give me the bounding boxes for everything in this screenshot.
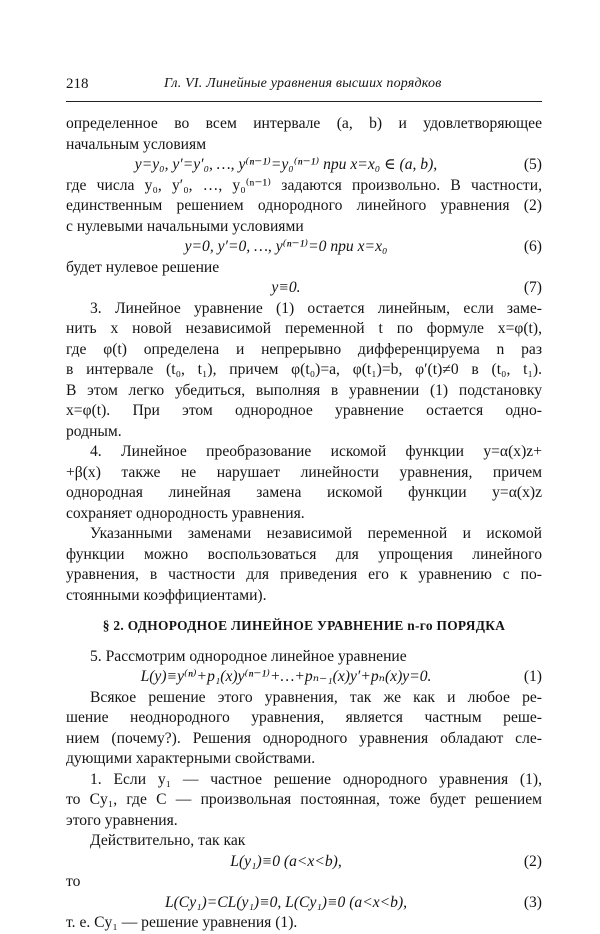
text-line: то (66, 873, 81, 890)
text-line: 4. Линейное преобразование искомой функции y=α(x)z+ (90, 443, 542, 460)
spacer (66, 606, 542, 616)
text-line: Указанными заменами независимой переменной и искомой (90, 525, 542, 542)
text-line: родным. (66, 422, 122, 440)
formula-text: L(y)≡y⁽ⁿ⁾+p₁(x)y⁽ⁿ⁻¹⁾+…+pₙ₋₁(x)y′+pₙ(x)y=0. (140, 668, 432, 685)
page-number: 218 (66, 76, 89, 92)
text-line: сохраняет однородность уравнения. (66, 504, 305, 522)
formula-text: y≡0. (271, 279, 301, 296)
text-line: нием (почему?). Решения однородного уравнения обладают сле- (66, 729, 542, 747)
text-line: 3. Линейное уравнение (1) остается линейным, если заме- (90, 299, 542, 317)
text-line: этого уравнения. (66, 811, 178, 829)
equation-number: (7) (523, 279, 542, 296)
text-line: то Cy₁, где C — произвольная постоянная, тоже будет решением (66, 791, 542, 808)
formula-2 (66, 852, 542, 873)
formula-7 (66, 278, 542, 299)
text-line: единственным решением однородного линейного уравнения (2) (66, 197, 542, 214)
text-line: Всякое решение этого уравнения, так же как и любое ре- (90, 688, 542, 706)
header-rule (66, 101, 542, 102)
equation-number: (3) (523, 893, 542, 911)
formula-text: L(Cy₁)=CL(y₁)≡0, L(Cy₁)≡0 (a<x<b), (164, 893, 408, 911)
formula-text: L(y₁)≡0 (a<x<b), (230, 852, 342, 870)
text-line: 5. Рассмотрим однородное линейное уравнение (90, 647, 407, 665)
text-line: функции можно воспользоваться для упрощения линейного (66, 545, 542, 563)
text-line: x=φ(t). При этом однородное уравнение остается одно- (66, 402, 542, 419)
formula-text: y=0, y′=0, …, y⁽ⁿ⁻¹⁾=0 при x=x₀ (184, 238, 388, 255)
running-header (66, 76, 542, 98)
text-line: стоянными коэффициентами). (66, 586, 267, 604)
text-line: нить x новой независимой переменной t по формуле x=φ(t), (66, 320, 542, 337)
formula-3 (66, 893, 542, 914)
formula-1 (66, 667, 542, 688)
text-line: уравнения, в частности для приведения его к уравнению с по- (66, 566, 542, 583)
text-line: где φ(t) определена и непрерывно дифференцируема n раз (66, 340, 542, 358)
equation-number: (6) (523, 238, 542, 255)
text-line: т. е. Cy₁ — решение уравнения (1). (66, 914, 298, 931)
text-line: +β(x) также не нарушает линейности уравнения, причем (66, 463, 542, 481)
equation-number: (5) (523, 156, 542, 173)
formula-text: y=y₀, y′=y′₀, …, y⁽ⁿ⁻¹⁾=y₀⁽ⁿ⁻¹⁾ при x=x₀ ∈ (a, b), (134, 156, 438, 173)
page-body (66, 114, 542, 934)
text-line: В этом легко убедиться, выполняя в уравнении (1) подстановку (66, 381, 542, 399)
spacer (66, 637, 542, 647)
text-line: в интервале (t₀, t₁), причем φ(t₀)=a, φ(t₁)=b, φ′(t)≠0 в (t₀, t₁). (66, 361, 542, 378)
text-line: начальным условиям (66, 135, 207, 153)
text-line: с нулевыми начальными условиями (66, 217, 304, 235)
text-line: шение неоднородного уравнения, является частным реше- (66, 709, 542, 726)
formula-5 (66, 155, 542, 176)
formula-6 (66, 237, 542, 258)
text-line: определенное во всем интервале (a, b) и удовлетворяющее (66, 115, 542, 132)
text-line: 1. Если y₁ — частное решение однородного уравнения (1), (90, 770, 542, 788)
text-line: где числа y₀, y′₀, …, y₀⁽ⁿ⁻¹⁾ задаются произвольно. В частности, (66, 176, 542, 194)
equation-number: (1) (523, 668, 542, 685)
section-heading: § 2. ОДНОРОДНОЕ ЛИНЕЙНОЕ УРАВНЕНИЕ n-го ПОРЯДКА (102, 618, 506, 633)
text-line: будет нулевое решение (66, 258, 220, 276)
text-line: однородная линейная замена искомой функции y=α(x)z (66, 484, 542, 501)
chapter-title: Гл. VI. Линейные уравнения высших порядков (164, 76, 442, 91)
equation-number: (2) (523, 852, 542, 870)
text-line: Действительно, так как (90, 832, 246, 849)
text-line: дующими характерными свойствами. (66, 750, 316, 767)
